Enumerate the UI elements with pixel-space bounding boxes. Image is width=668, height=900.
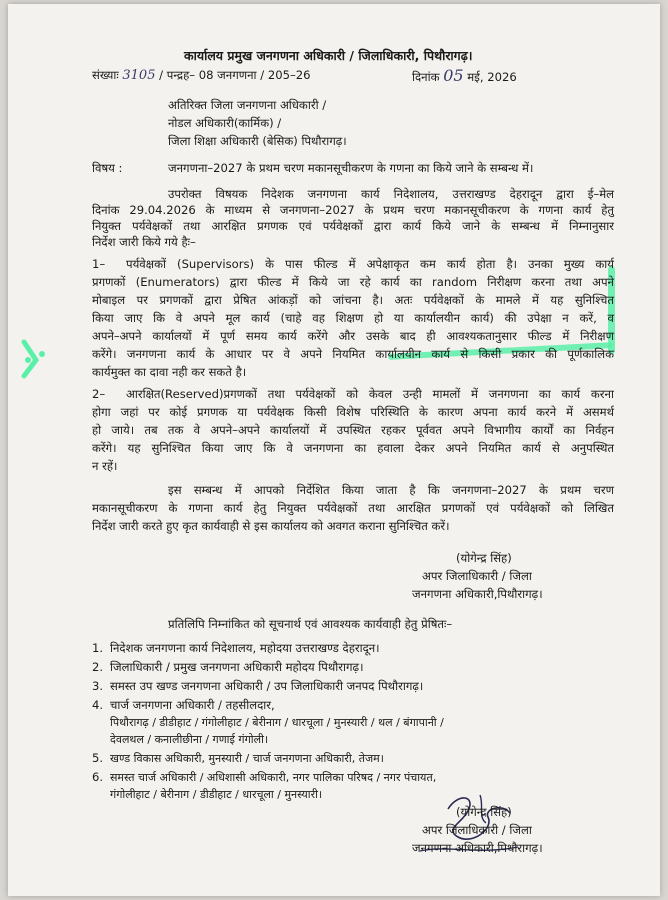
point2-number: 2– <box>92 387 106 401</box>
addressee-2: नोडल अधिकारी(कार्मिक) / <box>168 116 282 130</box>
ref-prefix: संख्याः <box>92 68 119 82</box>
intro-line-4: निर्देश जारी किये गये हैः– <box>92 235 196 249</box>
closing-line-2: मकानसूचीकरण के गणना कार्य हेतु नियुक्त पर्यवेक्षकों तथा आरक्षित प्रगणकों एवं पर्यवेक्षकों को लिखित <box>92 501 614 515</box>
signature2-designation2: जनगणना अधिकारी,पिथौरागढ़। <box>412 841 543 855</box>
point2-line-5: न रहें। <box>92 459 118 473</box>
copy-item-5-num: 5. <box>92 751 104 765</box>
copy-item-6-line2: गंगोलीहाट / बेरीनाग / डीडीहाट / धारचूला / मुनस्यारी। <box>110 788 323 801</box>
copy-item-4-line3: देवलथल / कनालीछीना / गणाई गंगोली। <box>110 733 269 746</box>
date-prefix: दिनांक <box>412 70 440 84</box>
office-title: कार्यालय प्रमुख जनगणना अधिकारी / जिलाधिकारी, पिथौरागढ़। <box>184 48 473 63</box>
date-line <box>412 68 517 85</box>
copy-item-5-text: खण्ड विकास अधिकारी, मुनस्यारी / चार्ज जनगणना अधिकारी, तेजम। <box>110 752 384 765</box>
letter-page <box>8 4 660 896</box>
copy-item-4-line1: चार्ज जनगणना अधिकारी / तहसीलदार, <box>110 698 275 712</box>
ref-number-handwritten: 3105 <box>122 68 156 83</box>
date-rest: मई, 2026 <box>467 70 517 84</box>
intro-line-3: नियुक्त पर्यवेक्षकों तथा आरक्षित प्रगणक एवं पर्यवेक्षकों द्वारा कार्य किये जाने के सम्बन्ध में निम्नानुसार <box>92 219 614 233</box>
signature1-designation1: अपर जिलाधिकारी / जिला <box>422 569 532 583</box>
point1-number: 1– <box>92 257 106 271</box>
date-day-handwritten: 05 <box>443 66 464 85</box>
copy-item-2-text: जिलाधिकारी / प्रमुख जनगणना अधिकारी महोदय पिथौरागढ़। <box>110 660 364 674</box>
point1-line-4: किया जाए कि वे अपने मूल कार्य (चाहे वह शिक्षण हो या कार्यालयीन कार्य) की उपेक्षा न करें, व <box>92 311 614 325</box>
point2-line-1: आरक्षित(Reserved)प्रगणकों तथा पर्यवेक्षकों को केवल उन्ही मामलों में जनगणना का कार्य करना <box>126 387 614 401</box>
closing-line-3: निर्देश जारी करते हुए कृत कार्यवाही से इस कार्यालय को अवगत कराना सुनिश्चित करें। <box>92 519 450 533</box>
point1-line-7: कार्यमुक्त का दावा नही कर सकते है। <box>92 365 247 379</box>
point2-line-2: होगा जहां पर कोई प्रगणक या पर्यवेक्षक किसी विशेष परिस्थिति के कारण अपना कार्य करने में असमर्थ <box>92 405 614 419</box>
reference-line <box>92 68 311 83</box>
copy-item-4-num: 4. <box>92 698 104 712</box>
point1-line-1: पर्यवेक्षकों (Supervisors) के पास फील्ड में अपेक्षाकृत कम कार्य होता है। उनका मुख्य कार्य <box>126 257 614 271</box>
closing-line-1: इस सम्बन्ध में आपको निर्देशित किया जाता है कि जनगणना–2027 के प्रथम चरण <box>168 483 614 497</box>
intro-line-1: उपरोक्त विषयक निदेशक जनगणना कार्य निदेशालय, उत्तराखण्ड देहरादून द्वारा ई–मेल <box>168 187 614 201</box>
point1-line-6: करेंगे। जनगणना कार्य के आधार पर वे अपने नियमित कार्यालयीन कार्य से किसी प्रकार की पूर्णकालिक <box>92 347 614 361</box>
point2-line-3: हो जाये। तब तक वे अपने–अपने कार्यालयों में उपस्थित रहकर पूर्ववत अपने विभागीय कार्यों का निर्वहन <box>92 423 614 437</box>
addressee-3: जिला शिक्षा अधिकारी (बेसिक) पिथौरागढ़। <box>168 134 347 148</box>
subject-text: जनगणना–2027 के प्रथम चरण मकानसूचीकरण के गणना का किये जाने के सम्बन्ध में। <box>168 161 534 175</box>
copy-item-2-num: 2. <box>92 660 104 674</box>
intro-line-2: दिनांक 29.04.2026 के माध्यम से जनगणना–2027 के प्रथम चरण मकानसूचीकरण के गणना कार्य हेतु <box>92 203 614 217</box>
copy-heading: प्रतिलिपि निम्नांकित को सूचनार्थ एवं आवश्यक कार्यवाही हेतु प्रेषितः– <box>168 617 453 631</box>
copy-item-1-num: 1. <box>92 641 104 655</box>
copy-item-6-num: 6. <box>92 770 104 784</box>
point1-line-5: अपने–अपने कार्यालयों में पूर्ण समय कार्य करेंगे और उसके बाद ही आवश्यकतानुसार फील्ड में निरीक्षण <box>92 329 614 343</box>
point2-line-4: करेंगे। यह सुनिश्चित किया जाए कि वे जनगणना का हवाला देकर अपने नियमित कार्य से अनुपस्थित <box>92 441 614 455</box>
copy-item-6-line1: समस्त चार्ज अधिकारी / अधिशासी अधिकारी, नगर पालिका परिषद / नगर पंचायत, <box>110 771 437 784</box>
copy-item-3-num: 3. <box>92 679 104 693</box>
signature2-designation1: अपर जिलाधिकारी / जिला <box>422 823 532 837</box>
copy-item-1-text: निदेशक जनगणना कार्य निदेशालय, महोदया उत्तराखण्ड देहरादून। <box>110 641 380 655</box>
ref-rest: / पन्द्रह– 08 जनगणना / 205–26 <box>159 68 311 82</box>
point1-line-3: मोबाइल पर प्रगणकों द्वारा प्रेषित आंकड़ों को जांचना है। अतः पर्यवेक्षकों के मामले में यह सुनिश्चित <box>92 293 614 307</box>
signature1-designation2: जनगणना अधिकारी,पिथौरागढ़। <box>412 587 543 601</box>
signature1-name: (योगेन्द्र सिंह) <box>456 551 512 565</box>
highlight-margin-mark <box>20 334 50 384</box>
subject-label: विषय : <box>92 161 123 175</box>
point1-line-2: प्रगणकों (Enumerators) द्वारा फील्ड में किये जा रहे कार्य का random निरीक्षण करना तथा अपने <box>92 275 614 289</box>
copy-item-4-line2: पिथौरागढ़ / डीडीहाट / गंगोलीहाट / बेरीनाग / धारचूला / मुनस्यारी / थल / बंगापानी / <box>110 716 444 729</box>
signature2-name: (योगेन्द्र सिंह) <box>456 805 512 819</box>
copy-item-3-text: समस्त उप खण्ड जनगणना अधिकारी / उप जिलाधिकारी जनपद पिथौरागढ़। <box>110 679 424 693</box>
addressee-1: अतिरिक्त जिला जनगणना अधिकारी / <box>168 98 327 112</box>
